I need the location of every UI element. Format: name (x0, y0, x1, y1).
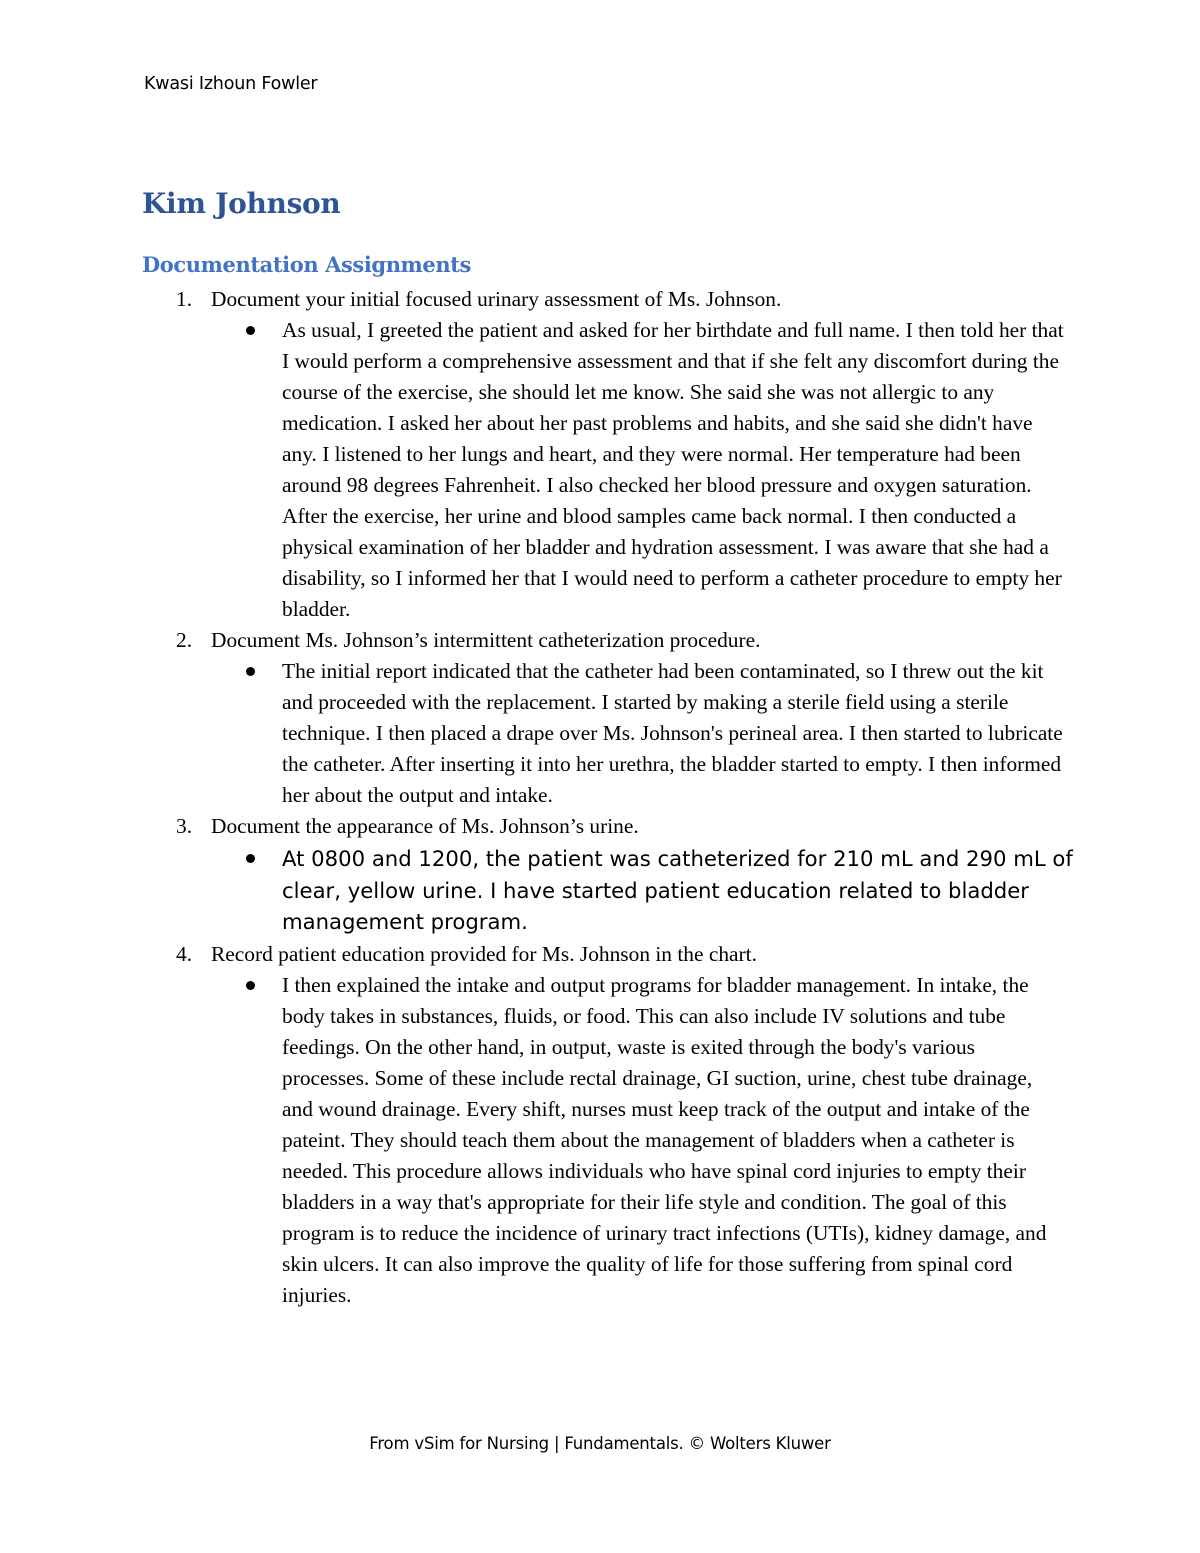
list-item-text: Record patient education provided for Ms. Johnson in the chart. (211, 941, 757, 966)
bullet-text: As usual, I greeted the patient and asked for her birthdate and full name. I then told her that I would perform a comprehensive assessment and that if she felt any discomfort during the course of the exercise, she should let me know. She said she was not allergic to any medication. I asked her about her past problems and habits, and she said she didn't have any. I listened to her lungs and heart, and they were normal. Her temperature had been around 98 degrees Fahrenheit. I also checked her blood pressure and oxygen saturation. After the exercise, her urine and blood samples came back normal. I then conducted a physical examination of her bladder and hydration assessment. I was aware that she had a disability, so I informed her that I would need to perform a catheter procedure to empty her bladder. (282, 318, 1064, 621)
list-item-text: Document your initial focused urinary assessment of Ms. Johnson. (211, 287, 782, 311)
bullet-dot-icon (246, 667, 255, 676)
bullet-text: At 0800 and 1200, the patient was catheterized for 210 mL and 290 mL of clear, yellow urine. I have started patient education related to bladder management program. (282, 846, 1073, 934)
bullet-text: I then explained the intake and output programs for bladder management. In intake, the body takes in substances, fluids, or food. This can also include IV solutions and tube feedings. On the other hand, in output, waste is exited through the body's various processes. Some of these include rectal drainage, GI suction, urine, chest tube drainage, and wound drainage. Every shift, nurses must keep track of the output and intake of the pateint. They should teach them about the management of bladders when a catheter is needed. This procedure allows individuals who have spinal cord injuries to empty their bladders in a way that's appropriate for their life style and condition. The goal of this program is to reduce the incidence of urinary tract infections (UTIs), kidney damage, and skin ulcers. It can also improve the quality of life for those suffering from spinal cord injuries. (282, 972, 1047, 1307)
bullet-item-4 (0, 970, 1067, 1311)
page-footer: From vSim for Nursing | Fundamentals. © Wolters Kluwer (369, 1434, 831, 1453)
bullet-dot-icon (246, 981, 255, 990)
header-author-name: Kwasi Izhoun Fowler (144, 74, 318, 94)
assignment-list (0, 284, 1200, 1311)
section-heading: Documentation Assignments (142, 252, 471, 277)
bullet-item-3 (0, 842, 1082, 939)
list-item-4 (0, 939, 1071, 970)
list-item-2 (0, 625, 1071, 656)
list-item-number: 3. (176, 814, 193, 838)
list-item-number: 2. (176, 628, 193, 652)
list-item-number: 4. (176, 941, 193, 966)
list-item-number: 1. (176, 287, 193, 311)
bullet-item-1 (0, 315, 1067, 625)
list-item-3 (0, 811, 1071, 842)
document-title: Kim Johnson (142, 187, 341, 220)
list-item-text: Document Ms. Johnson’s intermittent catheterization procedure. (211, 628, 761, 652)
list-item-1 (0, 284, 1071, 315)
list-item-text: Document the appearance of Ms. Johnson’s urine. (211, 814, 639, 838)
bullet-dot-icon (246, 326, 255, 335)
bullet-item-2 (0, 656, 1067, 811)
bullet-dot-icon (246, 854, 255, 863)
bullet-text: The initial report indicated that the catheter had been contaminated, so I threw out the kit and proceeded with the replacement. I started by making a sterile field using a sterile technique. I then placed a drape over Ms. Johnson's perineal area. I then started to lubricate the catheter. After inserting it into her urethra, the bladder started to empty. I then informed her about the output and intake. (282, 659, 1063, 807)
